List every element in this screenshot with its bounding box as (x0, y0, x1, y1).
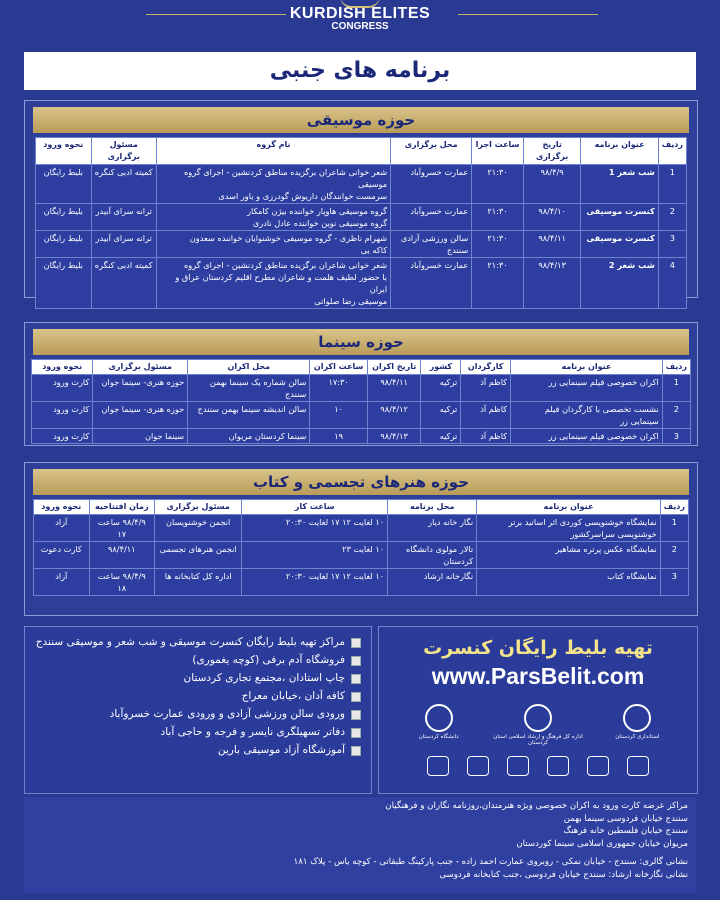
ticket-centers-list (25, 627, 371, 759)
table-cell: نمایشگاه کتاب (477, 569, 661, 596)
column-header: عنوان برنامه (581, 138, 658, 165)
table-cell: عمارت خسروآباد (391, 204, 472, 231)
header-rule-left (146, 14, 286, 15)
column-header: کارگردان (461, 360, 511, 375)
list-item: مراکز تهیه بلیط رایگان کنسرت موسیقی و شب شعر و موسیقی سنندج (35, 633, 361, 651)
table-cell: 3 (660, 569, 688, 596)
table-cell: اکران خصوصی فیلم سینمایی زر (511, 375, 663, 402)
column-header: محل اکران (188, 360, 310, 375)
group-line: شعر خوانی شاعران برگزیده مناطق کردنشین - اجرای گروه (183, 260, 388, 270)
table-cell: ۹۸/۴/۱۳ (523, 258, 581, 309)
group-line: کاکه یی (360, 245, 388, 255)
sponsor-logo (592, 704, 682, 746)
table-cell: نمایشگاه عکس پرتره مشاهیر (477, 542, 661, 569)
table-cell: 1 (660, 515, 688, 542)
table-cell: ۹۸/۴/۹ (523, 165, 581, 204)
group-line: موسیقی رضا صلواتی (314, 296, 388, 306)
table-cell: کارت دعوت (34, 542, 90, 569)
column-header: عنوان برنامه (477, 500, 661, 515)
table-cell: ۹۸/۴/۱۱ (523, 231, 581, 258)
table-cell: شب شعر 1 (581, 165, 658, 204)
table-cell: سینما جوان (93, 429, 188, 444)
table-cell: 1 (658, 165, 686, 204)
cinema-section (24, 322, 698, 446)
column-header: نحوه ورود (34, 500, 90, 515)
sponsor-logo-label: اداره کل فرهنگ و ارشاد اسلامی استان کردستان (493, 734, 583, 746)
list-item: ورودی سالن ورزشی آزادی و ورودی عمارت خسروآباد (35, 705, 361, 723)
table-cell: ۹۸/۴/۱۰ (523, 204, 581, 231)
table-cell: تالار مولوی دانشگاه کردستان (388, 542, 477, 569)
footer-line: مراکز عرضه کارت ورود به اکران خصوصی ویژه هنرمندان،روزنامه نگاران و فرهنگیان (385, 801, 688, 811)
table-cell: کمیته ادبی کنگره (91, 165, 156, 204)
table-cell: انجمن هنرهای تجسمی (155, 542, 242, 569)
table-cell: ۱۰ (310, 402, 367, 429)
emblem-icon (623, 704, 651, 732)
table-row (34, 515, 689, 542)
group-line: شعر خوانی شاعران برگزیده مناطق کردنشین - اجرای گروه موسیقی (183, 167, 388, 189)
table-cell: شب شعر 2 (581, 258, 658, 309)
table-cell: ۱۷:۳۰ (310, 375, 367, 402)
column-header: نحوه ورود (32, 360, 93, 375)
list-item: فروشگاه آدم برفی (کوچه یغموری) (35, 651, 361, 669)
table-cell: حوزه هنری- سینما جوان (93, 375, 188, 402)
ticket-title: تهیه بلیط رایگان کنسرت (423, 637, 653, 659)
group-line: با حضور لطیف هلمت و شاعران مطرح اقلیم کردستان عراق و ایران (175, 272, 388, 294)
group-cell (156, 165, 390, 204)
table-cell: عمارت خسروآباد (391, 258, 472, 309)
table-cell: کنسرت موسیقی (581, 204, 658, 231)
table-cell: کنسرت موسیقی (581, 231, 658, 258)
table-cell: ۹۸/۴/۱۱ (367, 375, 421, 402)
table-cell: کاظم آذ (461, 429, 511, 444)
table-cell: ۹۸/۴/۹ ساعت ۱۸ (89, 569, 154, 596)
partner-logo-icon (507, 756, 529, 776)
music-section (24, 100, 698, 306)
header (0, 0, 720, 38)
table-cell: حوزه هنری- سینما جوان (93, 402, 188, 429)
table-cell: آزاد (34, 515, 90, 542)
table-cell: نگارخانه ارشاد (388, 569, 477, 596)
table-row (34, 542, 689, 569)
partner-logo-icon (427, 756, 449, 776)
column-header: مسئول برگزاری (155, 500, 242, 515)
table-cell: ترکیه (421, 429, 461, 444)
table-row (32, 429, 691, 444)
table-cell: ۹۸/۴/۱۲ (367, 402, 421, 429)
sponsor-logo (394, 704, 484, 746)
table-cell: 2 (658, 204, 686, 231)
music-section-title: حوزه موسیقی (33, 107, 689, 133)
column-header: نحوه ورود (36, 138, 92, 165)
table-cell: 3 (658, 231, 686, 258)
column-header: ردیف (658, 138, 686, 165)
cinema-table (31, 359, 691, 444)
table-row (36, 165, 687, 204)
partner-logo-icon (587, 756, 609, 776)
table-cell: اکران خصوصی فیلم سینمایی زر (511, 429, 663, 444)
table-cell: کارت ورود (32, 429, 93, 444)
group-line: گروه موسیقی نوین خواننده عادل نادری (252, 218, 388, 228)
table-cell: اداره کل کتابخانه ها (155, 569, 242, 596)
column-header: زمان افتتاحیه (89, 500, 154, 515)
column-header: نام گروه (156, 138, 390, 165)
group-cell (156, 231, 390, 258)
list-item: کافه آدان ،خیابان معراج (35, 687, 361, 705)
table-cell: ۱۰ لغایت ۱۲ ۱۷ لغایت ۲۰:۳۰ (242, 569, 388, 596)
list-item: آموزشگاه آزاد موسیقی بارین (35, 741, 361, 759)
table-cell: سالن ورزشی آزادی سنندج (391, 231, 472, 258)
partner-logos (379, 756, 697, 776)
ticket-box (378, 626, 698, 794)
column-header: مسئول برگزاری (93, 360, 188, 375)
group-line: گروه موسیقی هاوپار خواننده بیژن کامکار (247, 206, 388, 216)
partner-logo-icon (547, 756, 569, 776)
table-cell: 2 (660, 542, 688, 569)
column-header: ساعت اکران (310, 360, 367, 375)
table-row (32, 375, 691, 402)
footer-line: نشانی نگارخانه ارشاد: سنندج خیابان فردوسی ،جنب کتابخانه فردوسی (439, 869, 688, 880)
partner-logo-icon (627, 756, 649, 776)
brand-title: KURDISH ELITES (289, 5, 431, 22)
arts-section-title: حوزه هنرهای تجسمی و کتاب (33, 469, 689, 495)
group-line: سرمست خوانندگان داریوش گودرزی و یاور اسدی (218, 191, 388, 201)
column-header: ردیف (662, 360, 690, 375)
table-cell: ۹۸/۴/۱۱ (89, 542, 154, 569)
table-cell: ۱۰ لغایت ۱۲ ۱۷ لغایت ۲۰:۳۰ (242, 515, 388, 542)
table-cell: بلیط رایگان (36, 231, 92, 258)
column-header: تاریخ برگزاری (523, 138, 581, 165)
table-cell: کارت ورود (32, 375, 93, 402)
cinema-section-title: حوزه سینما (33, 329, 689, 355)
table-cell: ترکیه (421, 375, 461, 402)
brand-subtitle: CONGRESS (331, 21, 389, 32)
group-cell (156, 258, 390, 309)
column-header: کشور (421, 360, 461, 375)
list-item: چاپ استادان ،مجتمع تجاری کردستان (35, 669, 361, 687)
table-cell: سالن اندیشه سینما بهمن سنندج (188, 402, 310, 429)
table-row (34, 569, 689, 596)
table-cell: بلیط رایگان (36, 258, 92, 309)
table-cell: نگار خانه دیار (388, 515, 477, 542)
arts-table (33, 499, 689, 596)
column-header: مسئول برگزاری (91, 138, 156, 165)
footer-line: سنندج خیابان فردوسی سینما بهمن (563, 813, 688, 824)
table-cell: نمایشگاه خوشنویسی کوردی اثر اساتید برتر خوشنویسی سراسرکشور (477, 515, 661, 542)
table-cell: ۲۱:۳۰ (472, 258, 524, 309)
table-cell: بلیط رایگان (36, 165, 92, 204)
table-cell: کمیته ادبی کنگره (91, 258, 156, 309)
column-header: ردیف (660, 500, 688, 515)
table-row (36, 204, 687, 231)
ticket-website-link[interactable]: www.ParsBelit.com (431, 663, 645, 689)
table-cell: کاظم آذ (461, 375, 511, 402)
header-rule-right (458, 14, 598, 15)
table-cell: سینما کردستان مریوان (188, 429, 310, 444)
footer-line: سنندج خیابان فلسطین خانه فرهنگ (563, 826, 688, 836)
partner-logo-icon (467, 756, 489, 776)
table-cell: ۱۹ (310, 429, 367, 444)
table-cell: عمارت خسروآباد (391, 165, 472, 204)
group-line: شهرام ناظری - گروه موسیقی خوشنوایان خواننده سعدون (189, 233, 388, 243)
column-header: عنوان برنامه (511, 360, 663, 375)
table-cell: ترانه سرای آبیدر (91, 231, 156, 258)
list-item: دفاتر تسهیلگری نایسر و فرجه و حاجی آباد (35, 723, 361, 741)
column-header: ساعت کار (242, 500, 388, 515)
footer-line: نشانی گالری: سنندج - خیابان نمکی - روبروی عمارت احمد زاده - جنب پارکینگ طبقاتی - کوچه یاس - پلاک ۱۸۱ (293, 857, 688, 867)
table-cell: کارت ورود (32, 402, 93, 429)
column-header: تاریخ اکران (367, 360, 421, 375)
table-cell: بلیط رایگان (36, 204, 92, 231)
table-cell: انجمن خوشنویسان (155, 515, 242, 542)
sponsor-logos (389, 704, 687, 746)
table-cell: 1 (662, 375, 690, 402)
page-title: برنامه های جنبی (24, 52, 696, 90)
table-row (36, 231, 687, 258)
sponsor-logo-label: دانشگاه کردستان (418, 734, 459, 740)
group-cell (156, 204, 390, 231)
column-header: محل برنامه (388, 500, 477, 515)
music-table (35, 137, 687, 309)
sponsor-logo (493, 704, 583, 746)
table-cell: 4 (658, 258, 686, 309)
table-cell: نشست تخصصی با کارگردان فیلم سینمایی زر (511, 402, 663, 429)
table-cell: ۲۱:۳۰ (472, 204, 524, 231)
ticket-centers-box (24, 626, 372, 794)
table-cell: ۲۱:۳۰ (472, 231, 524, 258)
emblem-icon (524, 704, 552, 732)
table-cell: سالن شماره یک سینما بهمن سنندج (188, 375, 310, 402)
footer-info (24, 797, 696, 893)
table-cell: ۹۸/۴/۱۳ (367, 429, 421, 444)
table-cell: 2 (662, 402, 690, 429)
arts-section (24, 462, 698, 616)
table-row (36, 258, 687, 309)
table-cell: کاظم آذ (461, 402, 511, 429)
table-row (32, 402, 691, 429)
table-cell: ترکیه (421, 402, 461, 429)
column-header: ساعت اجرا (472, 138, 524, 165)
table-cell: آزاد (34, 569, 90, 596)
table-cell: ۱۰ لغایت ۲۳ (242, 542, 388, 569)
footer-line: مریوان خیابان جمهوری اسلامی سینما کوردستان (516, 838, 688, 849)
table-cell: 3 (662, 429, 690, 444)
table-cell: ۹۸/۴/۹ ساعت ۱۷ (89, 515, 154, 542)
table-cell: ترانه سرای آبیدر (91, 204, 156, 231)
table-cell: ۲۱:۳۰ (472, 165, 524, 204)
emblem-icon (425, 704, 453, 732)
sponsor-logo-label: استانداری کردستان (615, 734, 660, 740)
column-header: محل برگزاری (391, 138, 472, 165)
